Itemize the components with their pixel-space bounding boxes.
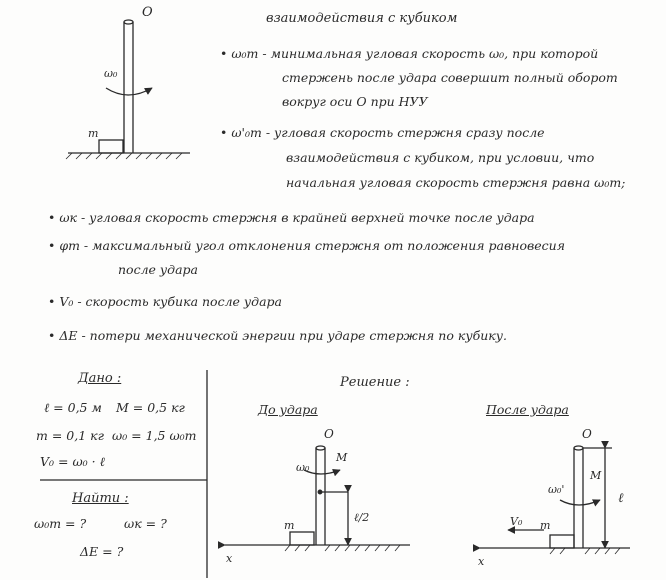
given-omega0: ω₀ = 1,5 ω₀m: [112, 428, 197, 443]
after-impact-label: После удара: [486, 402, 569, 417]
page-header-title: взаимодействия с кубиком: [266, 11, 458, 26]
given-rod-mass: M = 0,5 кг: [116, 400, 185, 415]
after-diagram: [480, 446, 630, 554]
def-1-line-2: стержень после удара совершит полный оборот: [282, 70, 618, 85]
before-x-axis: x: [226, 552, 233, 565]
def-6-line-1: • ΔE - потери механической энергии при ударе стержня по кубику.: [48, 328, 507, 343]
given-cube-mass: m = 0,1 кг: [36, 428, 104, 443]
def-1-line-3: вокруг оси O при НУУ: [282, 94, 428, 109]
after-axis-o: O: [582, 427, 592, 441]
after-x-axis: x: [478, 555, 485, 568]
def-2-line-2: взаимодействия с кубиком, при условии, что: [286, 150, 595, 165]
before-axis-o: O: [324, 427, 334, 441]
top-sketch: [66, 20, 190, 159]
given-length: ℓ = 0,5 м: [44, 400, 102, 415]
after-omega0-prime: ω₀': [548, 483, 565, 496]
before-impact-label: До удара: [258, 402, 318, 417]
def-4-line-2: после удара: [118, 262, 198, 277]
after-v0: V₀: [510, 515, 523, 528]
rotation-arrow: [106, 88, 152, 95]
solution-title: Решение :: [340, 375, 410, 390]
find-delta-e: ΔE = ?: [80, 544, 124, 559]
before-mass-M: M: [336, 451, 348, 464]
after-length-l: ℓ: [618, 491, 624, 506]
find-omega0m: ω₀m = ?: [34, 516, 87, 531]
find-title: Найти :: [72, 491, 129, 506]
given-v0: V₀ = ω₀ · ℓ: [40, 454, 105, 469]
before-omega0: ω₀: [296, 461, 310, 474]
cube: [99, 140, 123, 153]
def-5-line-1: • V₀ - скорость кубика после удара: [48, 294, 282, 309]
def-2-line-3: начальная угловая скорость стержня равна ω₀m;: [286, 175, 626, 190]
after-mass-m: m: [540, 519, 551, 532]
given-title: Дано :: [78, 371, 122, 386]
before-mass-m: m: [284, 519, 295, 532]
before-diagram: [225, 446, 410, 551]
find-omegak: ωк = ?: [124, 516, 167, 531]
after-mass-M: M: [590, 469, 602, 482]
mass-m-label: m: [88, 127, 99, 140]
def-1-line-1: • ω₀m - минимальная угловая скорость ω₀, при которой: [220, 46, 599, 61]
before-half-l: ℓ/2: [354, 511, 370, 524]
ground-hatch: [66, 153, 182, 159]
omega0-label: ω₀: [104, 67, 118, 80]
def-2-line-1: • ω'₀m - угловая скорость стержня сразу после: [220, 125, 545, 140]
def-4-line-1: • φm - максимальный угол отклонения стержня от положения равновесия: [48, 238, 565, 253]
def-3-line-1: • ωк - угловая скорость стержня в крайней верхней точке после удара: [48, 210, 535, 225]
axis-o-label: O: [142, 5, 153, 20]
